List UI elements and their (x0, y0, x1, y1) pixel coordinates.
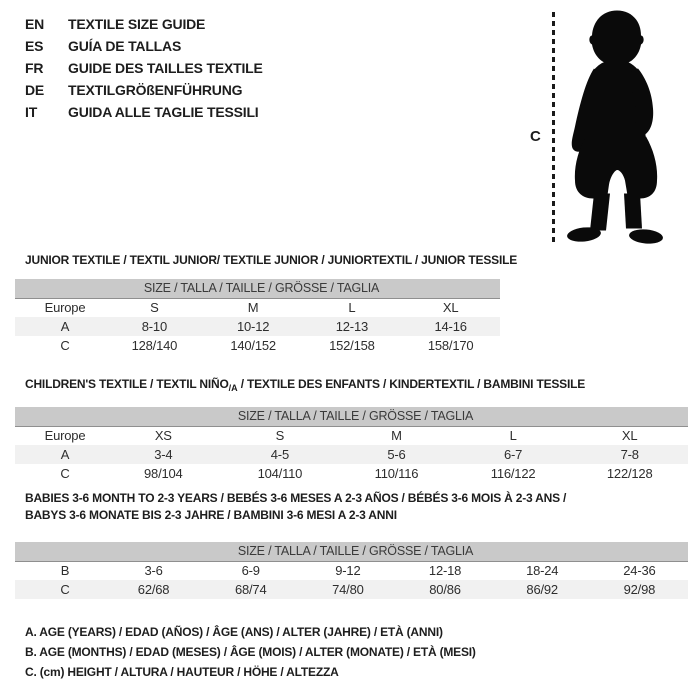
table-cell: 122/128 (606, 466, 653, 481)
table-cell: XS (154, 428, 172, 444)
language-label: GUIDA ALLE TAGLIE TESSILI (68, 104, 259, 120)
table-cell: 140/152 (230, 338, 276, 353)
table-row (15, 580, 688, 599)
row-label: C (15, 580, 105, 599)
table-cell: 80/86 (396, 580, 493, 599)
table-cell: 9-12 (335, 563, 361, 579)
title-subscript: /A (228, 383, 238, 393)
language-code: DE (25, 82, 45, 98)
table-cell: 10-12 (204, 317, 303, 336)
table-cell: L (509, 428, 517, 444)
language-code: FR (25, 60, 44, 76)
row-label: A (15, 445, 105, 464)
language-title-en (25, 13, 263, 35)
table-cell: 6-9 (241, 563, 260, 579)
language-code: IT (25, 104, 38, 120)
babies-textile-section (15, 490, 688, 599)
language-title-fr (25, 57, 263, 79)
table-cell: M (247, 300, 259, 316)
table-cell: M (391, 428, 402, 444)
babies-size-table (15, 542, 688, 599)
measure-legend (25, 622, 476, 682)
table-cell: 128/140 (131, 338, 178, 353)
table-cell: S (275, 428, 285, 444)
table-cell: S (150, 300, 159, 316)
height-measure-label: C (530, 128, 541, 145)
table-cell: 3-6 (144, 563, 163, 579)
table-cell: 4-5 (222, 445, 339, 464)
row-label: Europe (44, 428, 86, 444)
junior-table-title: JUNIOR TEXTILE / TEXTIL JUNIOR/ TEXTILE JUNIOR / JUNIORTEXTIL / JUNIOR TESSILE (25, 253, 518, 267)
table-cell: 68/74 (202, 580, 299, 599)
table-row (15, 317, 500, 336)
legend-line-c: C. (cm) HEIGHT / ALTURA / HAUTEUR / HÖHE / ALTEZZA (25, 665, 339, 679)
table-header-row (15, 542, 688, 561)
row-label: B (60, 563, 70, 579)
table-cell: 92/98 (591, 580, 688, 599)
table-row (15, 464, 688, 483)
legend-line-a: A. AGE (YEARS) / EDAD (AÑOS) / ÂGE (ANS) / ALTER (JAHRE) / ETÀ (ANNI) (25, 625, 443, 639)
table-row (15, 445, 688, 464)
table-cell: 8-10 (105, 317, 204, 336)
table-row (15, 298, 500, 317)
title-text: / TEXTILE DES ENFANTS / KINDERTEXTIL / BAMBINI TESSILE (237, 377, 586, 391)
language-label: GUÍA DE TALLAS (68, 38, 182, 54)
children-textile-section (15, 376, 688, 483)
table-cell: 3-4 (105, 445, 222, 464)
language-title-de (25, 79, 263, 101)
table-cell: 98/104 (144, 466, 183, 481)
table-cell: 104/110 (257, 466, 303, 481)
language-code: ES (25, 38, 44, 54)
table-row (15, 561, 688, 580)
children-table-title (25, 376, 688, 397)
language-title-it (25, 101, 263, 123)
size-header-bar: SIZE / TALLA / TAILLE / GRÖSSE / TAGLIA (15, 542, 688, 561)
table-cell: 24-36 (623, 563, 656, 579)
junior-textile-section (15, 252, 518, 355)
table-cell: XL (442, 300, 459, 316)
height-measure-figure (520, 8, 680, 248)
height-dashed-line (552, 12, 555, 242)
language-title-list (25, 13, 263, 123)
babies-table-title (25, 490, 688, 524)
row-label: A (15, 317, 105, 336)
size-header-bar: SIZE / TALLA / TAILLE / GRÖSSE / TAGLIA (15, 279, 500, 298)
table-cell: 74/80 (299, 580, 396, 599)
table-cell: 152/158 (329, 338, 375, 353)
row-label: C (60, 338, 70, 353)
table-cell: 6-7 (455, 445, 572, 464)
language-label: TEXTILE SIZE GUIDE (68, 16, 206, 32)
table-cell: L (348, 300, 356, 316)
babies-title-line-2: BABYS 3-6 MONATE BIS 2-3 JAHRE / BAMBINI 3-6 MESI A 2-3 ANNI (25, 508, 397, 522)
toddler-silhouette-icon (566, 8, 666, 244)
language-code: EN (25, 16, 45, 32)
table-cell: 110/116 (374, 466, 419, 481)
table-cell: 18-24 (526, 563, 559, 579)
legend-line-b: B. AGE (MONTHS) / EDAD (MESES) / ÂGE (MOIS) / ALTER (MONATE) / ETÀ (MESI) (25, 645, 476, 659)
language-label: GUIDE DES TAILLES TEXTILE (68, 60, 263, 76)
table-cell: 116/122 (490, 466, 536, 481)
table-cell: 158/170 (427, 338, 474, 353)
table-cell: 14-16 (401, 317, 500, 336)
size-header-bar: SIZE / TALLA / TAILLE / GRÖSSE / TAGLIA (15, 407, 688, 426)
children-size-table (15, 407, 688, 483)
table-cell: 86/92 (494, 580, 591, 599)
junior-size-table (15, 279, 500, 355)
table-cell: 12-13 (303, 317, 402, 336)
table-row (15, 336, 500, 355)
table-cell: 7-8 (571, 445, 688, 464)
table-cell: 5-6 (338, 445, 455, 464)
row-label: C (60, 466, 70, 481)
table-header-row (15, 407, 688, 426)
table-header-row (15, 279, 500, 298)
table-row (15, 426, 688, 445)
title-text: CHILDREN'S TEXTILE / TEXTIL NIÑO (25, 377, 229, 391)
language-label: TEXTILGRÖßENFÜHRUNG (68, 82, 243, 98)
row-label: Europe (44, 300, 86, 316)
table-cell: XL (621, 428, 638, 444)
babies-title-line-1: BABIES 3-6 MONTH TO 2-3 YEARS / BEBÉS 3-6 MESES A 2-3 AÑOS / BÉBÉS 3-6 MOIS À 2-3 ANS / (25, 491, 567, 505)
table-cell: 62/68 (105, 580, 202, 599)
table-cell: 12-18 (428, 563, 462, 579)
language-title-es (25, 35, 263, 57)
